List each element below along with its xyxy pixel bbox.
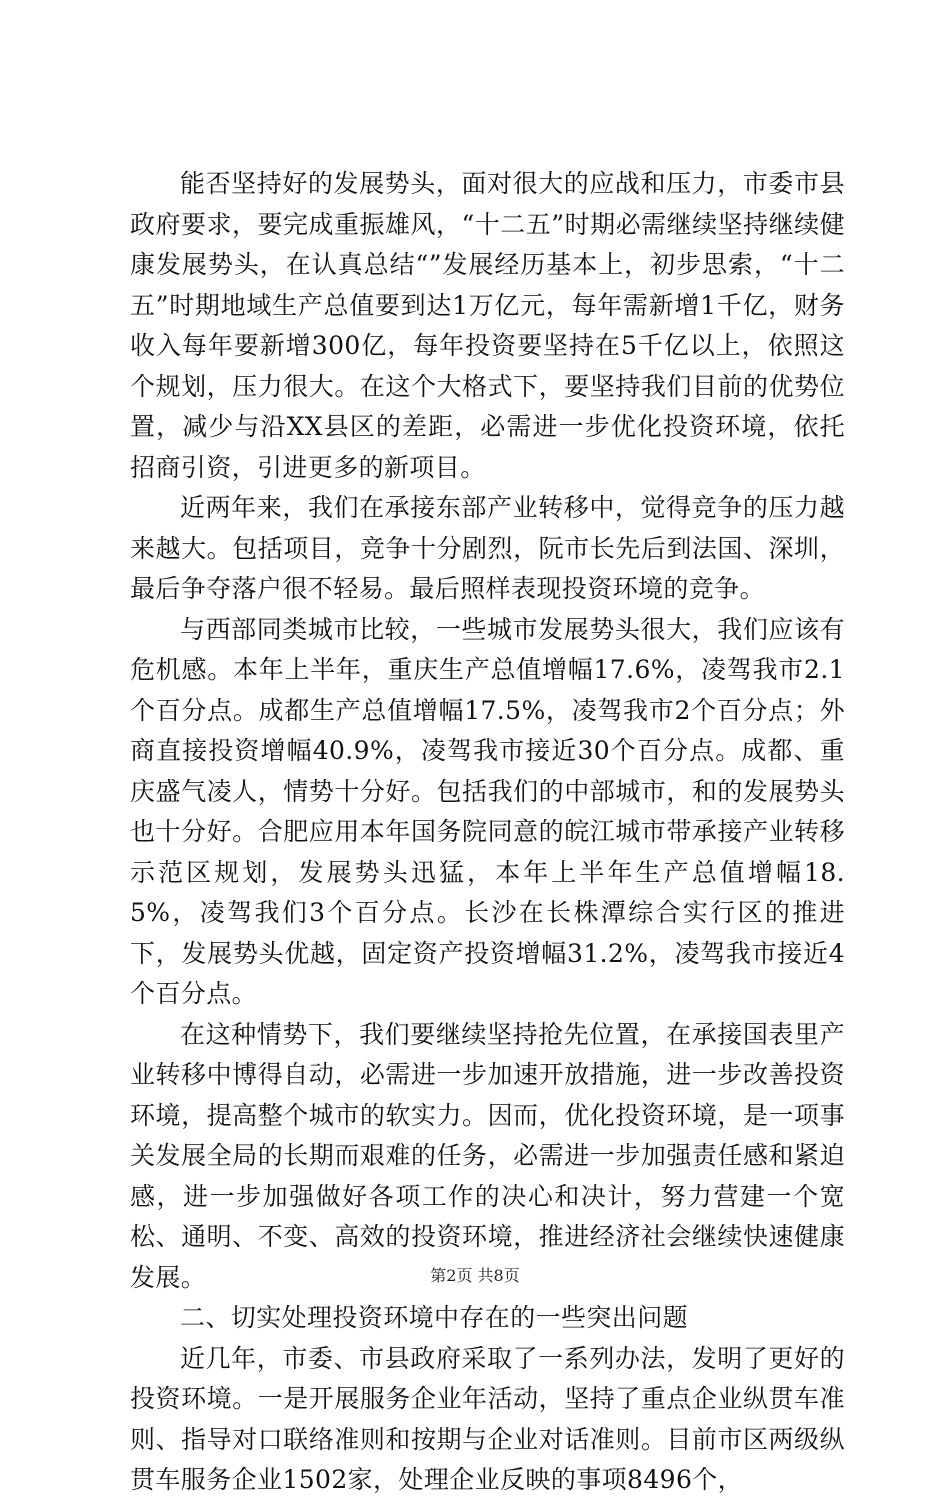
document-body <box>130 164 845 1501</box>
section-heading-two: 二、切实处理投资环境中存在的一些突出问题 <box>180 1303 689 1332</box>
paragraph-development-pressure: 能否坚持好的发展势头，面对很大的应战和压力，市委市县政府要求，要完成重振雄风，“十二五”时期必需继续坚持继续健康发展势头，在认真总结“”发展经历基本上，初步思索，“十二五”时期地域生产总值要到达1万亿元，每年需新增1千亿，财务收入每年要新增300亿，每年投资要坚持在5千亿以上，依照这个规划，压力很大。在这个大格式下，要坚持我们目前的优势位置，减少与沿XX县区的差距，必需进一步优化投资环境，依托招商引资，引进更多的新项目。 <box>130 169 845 482</box>
paragraph-measures-taken: 近几年，市委、市县政府采取了一系列办法，发明了更好的投资环境。一是开展服务企业年活动，坚持了重点企业纵贯车准则、指导对口联络准则和按期与企业对话准则。目前市区两级纵贯车服务企业1502家，处理企业反映的事项8496个， <box>130 1343 845 1494</box>
page-number-footer: 第2页 共8页 <box>430 1266 520 1285</box>
paragraph-industry-transfer-competition: 近两年来，我们在承接东部产业转移中，觉得竞争的压力越来越大。包括项目，竞争十分剧烈，阮市长先后到法国、深圳，最后争夺落户很不轻易。最后照样表现投资环境的竞争。 <box>130 493 845 603</box>
paragraph-situation-and-tasks: 在这种情势下，我们要继续坚持抢先位置，在承接国表里产业转移中博得自动，必需进一步加速开放措施，进一步改善投资环境，提高整个城市的软实力。因而，优化投资环境，是一项事关发展全局的长期而艰难的任务，必需进一步加强责任感和紧迫感，进一步加强做好各项工作的决心和决计，努力营建一个宽松、通明、不变、高效的投资环境，推进经济社会继续快速健康发展。 <box>130 1019 845 1292</box>
paragraph-western-cities-comparison: 与西部同类城市比较，一些城市发展势头很大，我们应该有危机感。本年上半年，重庆生产总值增幅17.6%，凌驾我市2.1个百分点。成都生产总值增幅17.5%，凌驾我市2个百分点；外商直接投资增幅40.9%，凌驾我市接近30个百分点。成都、重庆盛气凌人，情势十分好。包括我们的中部城市，和的发展势头也十分好。合肥应用本年国务院同意的皖江城市带承接产业转移示范区规划，发展势头迅猛，本年上半年生产总值增幅18.5%，凌驾我们3个百分点。长沙在长株潭综合实行区的推进下，发展势头优越，固定资产投资增幅31.2%，凌驾我市接近4个百分点。 <box>130 614 845 1008</box>
